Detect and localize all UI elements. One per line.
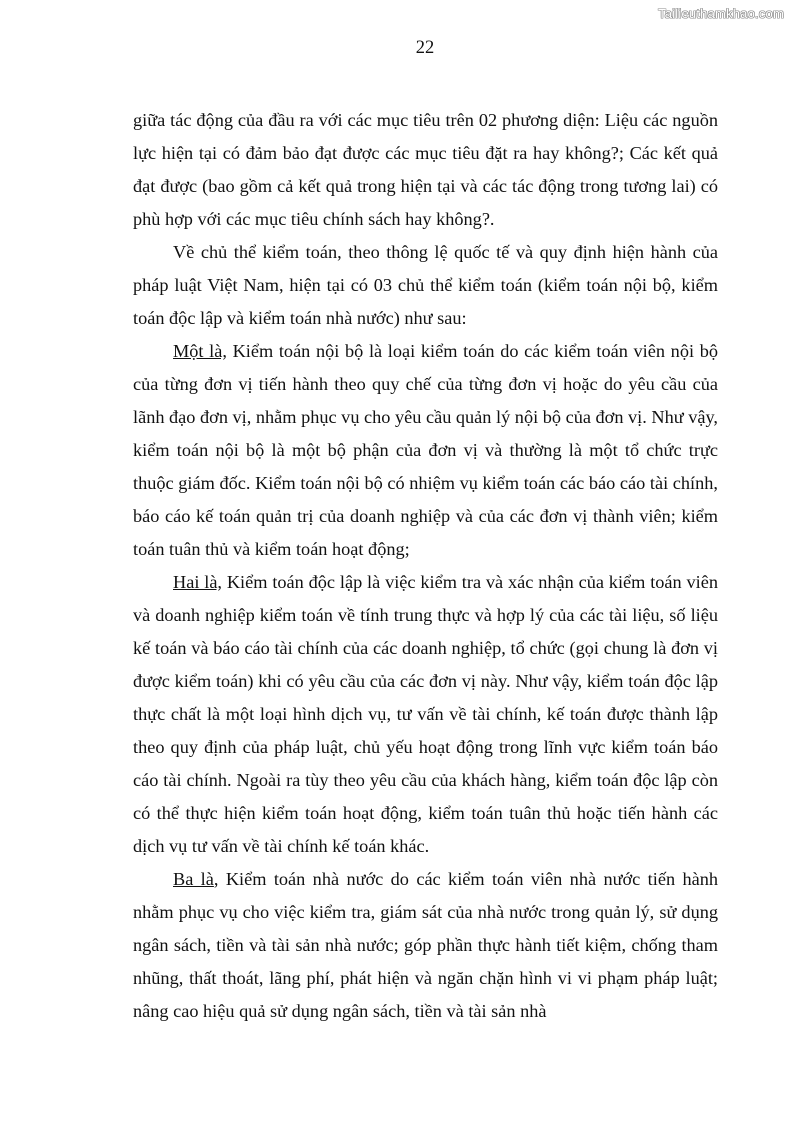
watermark: Tailieuthamkhao.com [658, 6, 784, 21]
paragraph-text: , Kiểm toán nhà nước do các kiểm toán viên nhà nước tiến hành nhằm phục vụ cho việc kiểm tra, giám sát của nhà nước trong quản lý, sử dụng ngân sách, tiền và tài sản nhà nước; góp phần thực hành tiết kiệm, chống tham nhũng, thất thoát, lãng phí, phát hiện và ngăn chặn hình vi vi phạm pháp luật; nâng cao hiệu quả sử dụng ngân sách, tiền và tài sản nhà [133, 869, 718, 1021]
paragraph-lead: Hai là, [173, 572, 223, 592]
paragraph-text: Kiểm toán độc lập là việc kiểm tra và xác nhận của kiểm toán viên và doanh nghiệp kiểm toán về tính trung thực và hợp lý của các tài liệu, số liệu kế toán và báo cáo tài chính của các doanh nghiệp, tổ chức (gọi chung là đơn vị được kiểm toán) khi có yêu cầu của các đơn vị này. Như vậy, kiểm toán độc lập thực chất là một loại hình dịch vụ, tư vấn về tài chính, kế toán được thành lập theo quy định của pháp luật, chủ yếu hoạt động trong lĩnh vực kiểm toán báo cáo tài chính. Ngoài ra tùy theo yêu cầu của khách hàng, kiểm toán độc lập còn có thể thực hiện kiểm toán hoạt động, kiểm toán tuân thủ hoặc tiến hành các dịch vụ tư vấn về tài chính kế toán khác. [133, 572, 718, 856]
paragraph-internal-audit [133, 335, 718, 566]
paragraph-text: giữa tác động của đầu ra với các mục tiêu trên 02 phương diện: Liệu các nguồn lực hiện tại có đảm bảo đạt được các mục tiêu đặt ra hay không?; Các kết quả đạt được (bao gồm cả kết quả trong hiện tại và các tác động trong tương lai) có phù hợp với các mục tiêu chính sách hay không?. [133, 110, 718, 229]
paragraph-lead: Ba là [173, 869, 214, 889]
document-body [133, 104, 718, 1028]
paragraph-continuation [133, 104, 718, 236]
paragraph-independent-audit [133, 566, 718, 863]
paragraph-lead: Một là, [173, 341, 227, 361]
paragraph-audit-subjects [133, 236, 718, 335]
paragraph-text: Kiểm toán nội bộ là loại kiểm toán do các kiểm toán viên nội bộ của từng đơn vị tiến hành theo quy chế của từng đơn vị hoặc do yêu cầu của lãnh đạo đơn vị, nhằm phục vụ cho yêu cầu quản lý nội bộ của đơn vị. Như vậy, kiểm toán nội bộ là một bộ phận của đơn vị và thường là một tổ chức trực thuộc giám đốc. Kiểm toán nội bộ có nhiệm vụ kiểm toán các báo cáo tài chính, báo cáo kế toán quản trị của doanh nghiệp và của các đơn vị thành viên; kiểm toán tuân thủ và kiểm toán hoạt động; [133, 341, 718, 559]
paragraph-state-audit [133, 863, 718, 1028]
page-number: 22 [415, 38, 435, 58]
paragraph-text: Về chủ thể kiểm toán, theo thông lệ quốc tế và quy định hiện hành của pháp luật Việt Nam, hiện tại có 03 chủ thể kiểm toán (kiểm toán nội bộ, kiểm toán độc lập và kiểm toán nhà nước) như sau: [133, 242, 718, 328]
